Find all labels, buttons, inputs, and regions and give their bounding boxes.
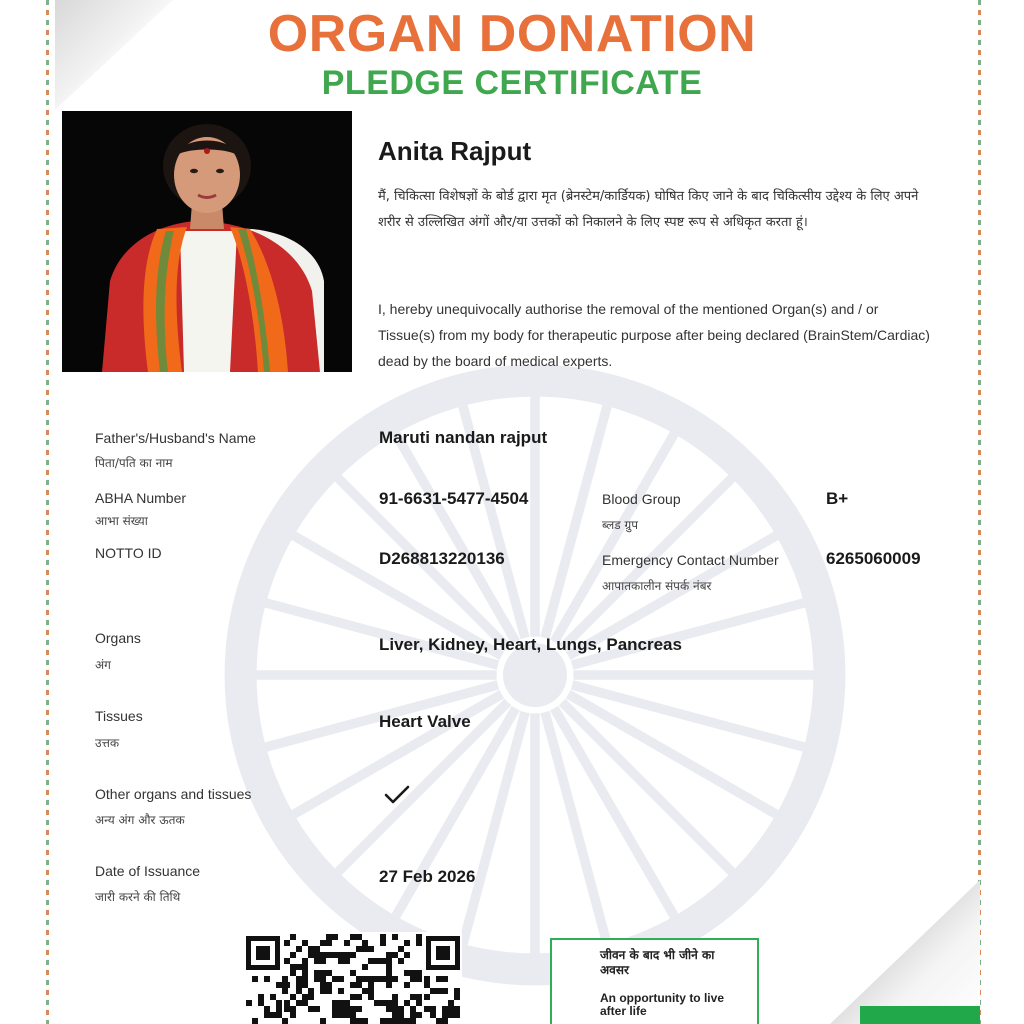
abha-number-value: 91-6631-5477-4504 <box>379 489 529 508</box>
donor-photo <box>62 111 352 372</box>
blood-group-label-hindi: ब्लड ग्रुप <box>602 518 639 532</box>
abha-number-label-hindi: आभा संख्या <box>95 514 148 528</box>
qr-code-icon <box>244 932 462 1024</box>
emergency-contact-label: Emergency Contact Number <box>602 552 779 568</box>
organs-label-hindi: अंग <box>95 658 111 672</box>
left-border <box>46 0 49 1024</box>
tissues-label: Tissues <box>95 708 143 724</box>
other-organs-label-hindi: अन्य अंग और ऊतक <box>95 813 185 827</box>
blood-group-label: Blood Group <box>602 491 681 507</box>
tissues-label-hindi: उत्तक <box>95 736 120 750</box>
organs-value: Liver, Kidney, Heart, Lungs, Pancreas <box>379 635 682 654</box>
other-organs-label: Other organs and tissues <box>95 786 252 802</box>
father-name-label-hindi: पिता/पति का नाम <box>95 456 173 470</box>
emergency-contact-value: 6265060009 <box>826 549 921 568</box>
organs-label: Organs <box>95 630 141 646</box>
certificate-title: ORGAN DONATION <box>267 5 757 63</box>
notto-id-label: NOTTO ID <box>95 545 162 561</box>
tagline-hindi: जीवन के बाद भी जीने का अवसर <box>600 948 715 977</box>
issuance-date-label-hindi: जारी करने की तिथि <box>95 890 181 904</box>
issuance-date-value: 27 Feb 2026 <box>379 867 476 886</box>
blood-group-value: B+ <box>826 489 849 508</box>
father-name-value: Maruti nandan rajput <box>379 428 548 447</box>
tagline-english: An opportunity to live after life <box>600 991 724 1018</box>
tagline-box <box>550 938 759 1024</box>
pledge-text-hindi: मैं, चिकित्सा विशेषज्ञों के बोर्ड द्वारा मृत (ब्रेनस्टेम/कार्डियक) घोषित किए जाने के बाद चिकित्सीय उद्देश्य के लिए अपने शरीर से उल्लिखित अंगों और/या उत्तकों को निकालने के लिए स्पष्ट रूप से अधिकृत करता हूं। <box>378 189 919 230</box>
check-icon <box>384 784 410 806</box>
pledge-text-english: I, hereby unequivocally authorise the removal of the mentioned Organ(s) and / or Tissue(s) from my body for therapeutic purpose after being declared (BrainStem/Cardiac) dead by the board of medical experts. <box>378 301 930 369</box>
notto-id-value: D268813220136 <box>379 549 505 568</box>
abha-number-label: ABHA Number <box>95 490 187 506</box>
tissues-value: Heart Valve <box>379 712 471 731</box>
green-corner-strip <box>860 1006 980 1024</box>
right-border <box>978 0 981 1024</box>
donor-name: Anita Rajput <box>378 136 532 166</box>
certificate-subtitle: PLEDGE CERTIFICATE <box>321 64 703 102</box>
emergency-contact-label-hindi: आपातकालीन संपर्क नंबर <box>602 579 712 593</box>
father-name-label: Father's/Husband's Name <box>95 430 256 446</box>
ashoka-chakra-icon <box>215 355 855 995</box>
issuance-date-label: Date of Issuance <box>95 863 201 879</box>
